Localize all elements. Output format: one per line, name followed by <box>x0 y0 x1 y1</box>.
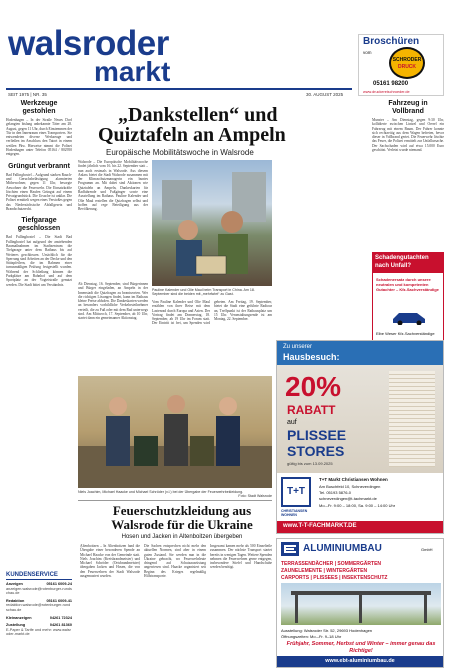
photo-uebergabe <box>78 376 272 488</box>
tt-hours: Mo.–Fr. 9:00 – 18:00, Sa. 9:00 – 14:00 Uhr <box>319 503 396 508</box>
masthead <box>8 4 358 94</box>
bottom-text-1: Altenboitzen – In Altenboitzen fand die Übergabe einer besonderen Spende an Michael Haacke von der Gemeinde statt. Niels Joachim (Kreisbrandmeister) und Michael Schröder (Ortsbrandmeister) übergaben Jacken und Hosen, die von den Feuerwehren der Stadt Walsrode ausgemustert wurden. <box>80 544 140 579</box>
kundenservice-phone: 05161 6009-41 <box>46 598 72 603</box>
alu-line2: ZAUNELEMENTE | WINTERGÄRTEN <box>281 568 368 574</box>
bottom-headline-1: Feuerschutzkleidung aus <box>112 503 252 518</box>
kundenservice-row <box>6 616 72 621</box>
tt-brand2: CHRISTIANSEN WOHNEN <box>281 509 308 517</box>
kundenservice-row <box>6 623 72 637</box>
tt-phone: Tel. 05193 5876-0 <box>319 490 352 495</box>
alu-offer: Frühjahr, Sommer, Herbst und Winter – immer genau das Richtige! <box>286 641 436 654</box>
main-body-1: Walsrode – Die Europäische Mobilitätswoche findet jährlich vom 16. bis 22. September statt – nun auch erstmals in Walsrode. Aus diesem Anlass bietet die Stadt Walsrode zusammen mit der Klimaschutzmanagerin ein buntes Programm an. Mit dabei sind Aktionen wie Quiztafeln an Ampeln, Dankeskarten für Radfahrende und Fußgänger sowie eine Ausstellung im Rathaus. Pauline Kalender und Olie Maul erstellen die Quizfragen selbst und hoffen auf rege Beteiligung aus der Bevölkerung. <box>78 160 148 212</box>
bottom-text-2: Die Sachen entsprechen nicht mehr den aktuellen Normen, sind aber in einem guten Zustand. Sie werden nun in die Ukraine gebracht, wo Feuerwehrleute dringend auf Schutzausrüstung angewiesen sind. Haacke organisiert seit Beginn des Krieges regelmäßig Hilfstransporte. <box>144 544 206 579</box>
ebt-logo-icon <box>281 542 299 556</box>
kundenservice-label: Zustellung <box>6 623 26 628</box>
alu-web[interactable]: www.ebt-aluminiumbau.de <box>325 658 395 664</box>
bottom-text-3: Insgesamt kamen mehr als 500 Einzelteile zusammen. Der nächste Transport startet bereits in wenigen Tagen. Weitere Spenden nehmen die Feuerwehren gerne entgegen, insbesondere Stiefel und Handschuhe werden benötigt. <box>210 544 272 570</box>
photo-lastenrad-caption: Pauline Kalender und Olie Maul beim Transport in China. Am 18. September sind die beiden mit „mehrfahrt“ zu Gast. <box>152 288 255 297</box>
main-headline-2: Quiztafeln an Ampeln <box>98 124 286 146</box>
schadengutachten-text: Schadenersatz durch unsere neutralen und kompetenten Gutachter – Kfz-Sachverständige <box>376 277 439 292</box>
schadengutachten-title: Schadengutachten <box>375 255 429 261</box>
car-icon <box>389 309 429 325</box>
kundenservice-row <box>6 599 72 613</box>
headline-fahrzeug: Fahrzeug in Vollbrand <box>388 100 428 115</box>
kundenservice-label: Redaktion <box>6 598 25 603</box>
alu-line3: CARPORTS | PLISSEES | INSEKTENSCHUTZ <box>281 575 388 581</box>
main-body-2: Ab Dienstag, 16. September, sind Bürgerinnen und Bürger eingeladen, an Ampeln in der Innenstadt die Quizfragen zu beantworten. Wer die richtigen Lösungen findet, kann im Rathaus kleine Preise abholen. Die Dankeskarten werden an besonders vorbildliche Verkehrsteilnehmer verteilt, die zu Fuß oder mit dem Rad unterwegs sind. Am Mittwoch, 17. September, ab 10 Uhr, startet dann ein gemeinsamer Aktionstag. <box>78 282 148 321</box>
schadengutachten-banner <box>373 253 443 273</box>
main-body-3: Vom Pauline Kalender und Olie Maul erzählen von ihrer Reise mit dem Lastenrad durch Europa und Asien. Der Vortrag findet am Donnerstag, 18. September, ab 19 Uhr im Forum statt. Der Eintritt ist frei, um Spenden wird gebeten. Am Freitag, 19. September, bietet die Stadt eine geführte Radtour an, Treffpunkt ist der Rathausplatz um 15 Uhr. Veranstaltungsende ist am Montag, 22. September. <box>152 300 272 326</box>
plissee-window-icon <box>389 371 435 467</box>
right-column-article <box>372 100 444 250</box>
broschueren-web[interactable]: www.druckereischroeder.de <box>363 90 410 94</box>
alu-line1: TERRASSENDÄCHER | SOMMERGÄRTEN <box>281 561 382 567</box>
tt-logo-icon <box>281 477 311 507</box>
masthead-title-top: walsroder <box>8 24 169 63</box>
broschueren-phone: 05161 98200 <box>373 81 409 87</box>
bottom-subhead: Hosen und Jacken in Altenboitzen übergeben <box>121 534 243 540</box>
plissee-note: gültig bis zum 13.09.2025 <box>287 461 333 466</box>
photo-lastenrad-illustration <box>152 160 272 286</box>
plissee-hausmesse: Hausbesuch: <box>283 352 340 362</box>
schadengutachten-company: Elbe Weser Kfz-Sachverständige <box>376 331 435 336</box>
plissee-visual <box>277 365 443 473</box>
kundenservice-row <box>6 582 72 596</box>
tt-company: T+T Markt Christiansen Wohnen <box>319 477 388 482</box>
alu-photo <box>281 583 441 625</box>
article-tiefgarage: Bad Fallingbostel – Die Stadt Bad Fallingbostel hat aufgrund der anstehenden Baumaßnahmen im Stadtzentrum die Tiefgarage unter dem Rathaus bis auf Weiteres geschlossen. Ursächlich für die Sperrung sind Arbeiten an der Decke und den Stützpfeilern, die im Rahmen einer turnusmäßigen Prüfung festgestellt wurden. Während der Schließung können die Parkplätze am Bahnhof und auf dem Sportplatz an der Vogteistraße genutzt werden. Die Stadt bittet um Verständnis. <box>6 235 72 287</box>
alu-hours: Öffnungszeiten: Mo.–Fr. 9–18 Uhr <box>281 634 342 639</box>
photo-lastenrad <box>152 160 272 286</box>
tt-address: Am Buschfeld 10, Schneverdingen <box>319 484 381 489</box>
tt-web-bar[interactable] <box>277 521 443 533</box>
masthead-title-bottom: markt <box>94 56 171 87</box>
article-gruengut: Bad Fallingbostel – Aufgrund starken Rauch- und Geruchsbelästigung alarmierten Mitbewohner, gegen 11 Uhr, besorgte Anwohner die Feuerwehr. Die Einsatzkräfte löschten einen Haufen Grüngut auf einem Privatgrundstück. Die Ursache ist unklar. Die Polizei ermittelt wegen eines Verstoßes gegen das Niedersächsische Abfallgesetz und Brandschutzrecht. <box>6 172 72 212</box>
alu-brand: ALUMINIUMBAU <box>303 543 382 554</box>
photo-uebergabe-illustration <box>78 376 272 488</box>
headline-tiefgarage: Tiefgarage geschlossen <box>17 217 61 233</box>
plissee-auf: auf <box>287 419 297 426</box>
aluminiumbau-ad[interactable] <box>276 538 444 668</box>
photo-uebergabe-caption-text: Niels Joachim, Michael Haacke und Michael Schröder (v.l.) bei der Übergabe der Feuerwehrbekleidung. <box>78 490 244 494</box>
plissee-top-banner <box>277 341 443 365</box>
kundenservice-list <box>6 582 72 637</box>
plissee-percent: 20% <box>285 371 342 402</box>
schroder-logo-icon <box>389 47 425 79</box>
headline-gruengut: Grüngut verbrannt <box>8 162 70 170</box>
kundenservice-mail[interactable]: E-Paper & Tarife und mehr: www.walsroder-markt.de <box>6 627 71 637</box>
kundenservice-mail[interactable]: anzeigen.walsrode@rotenburger-rundschau.de <box>6 586 72 596</box>
plissee-word: PLISSEE <box>287 427 347 443</box>
masthead-issue: SEIT 1975 | NR. 35 <box>8 92 47 97</box>
kundenservice-phone: 04261 81360 <box>49 623 72 628</box>
main-headline-1: „Dankstellen“ und <box>118 104 278 126</box>
plissee-rabatt: RABATT <box>287 403 336 417</box>
plissee-top: Zu unserer <box>283 344 313 350</box>
main-subhead: Europäische Mobilitätswoche in Walsrode <box>106 148 254 157</box>
plissee-stores: STORES <box>287 443 345 459</box>
photo-uebergabe-credit: Foto: Stadt Walsrode <box>238 494 272 499</box>
tt-logo-text: T+T <box>286 486 306 497</box>
masthead-rule <box>6 88 352 90</box>
broschueren-heading: Broschüren <box>363 36 420 47</box>
masthead-date: 30. AUGUST 2025 <box>306 92 344 97</box>
bottom-divider <box>78 500 272 501</box>
tt-mail[interactable]: schneverdingen@t-tachmarkt.de <box>319 496 377 501</box>
kundenservice-label: Kleinanzeigen <box>6 615 32 620</box>
alu-terrace-illustration <box>281 583 441 625</box>
schadengutachten-sub: nach Unfall? <box>375 263 412 269</box>
alu-showroom: Ausstellung: Walsroder Str. 52, 29693 Hodenhagen <box>281 628 373 633</box>
kundenservice <box>6 572 72 668</box>
kundenservice-phone: 04261 72324 <box>49 615 72 620</box>
schroder-logo-text1: SCHRODER <box>392 57 422 63</box>
broschueren-ad[interactable] <box>358 34 444 96</box>
article-werkzeuge: Hodenhagen – In der Straße Neues Dorf gelangten bislang unbekannte Täter am 28. August, gegen 11 Uhr, durch Einstemmen der Tür in den Innenraum eines Transporters. Sie entwendeten diverse Werkzeuge und verließen im Anschluss den Tatort in einem weißen Pkw. Hinweise nimmt die Polizei Hodenhagen unter Telefon 05164 / 802950 entgegen. <box>6 118 72 157</box>
bottom-headline-2: Walsrode für die Ukraine <box>111 517 253 532</box>
tt-web[interactable]: www.T-T-FACHMARKT.DE <box>283 523 357 529</box>
alu-web-bar[interactable] <box>277 656 443 667</box>
schroder-logo-text2: DRUCK <box>397 64 417 70</box>
photo-uebergabe-caption <box>78 490 272 499</box>
headline-werkzeuge: Werkzeuge gestohlen <box>20 100 58 115</box>
kundenservice-heading: KUNDENSERVICE <box>6 572 72 580</box>
kundenservice-phone: 05161 6009-24 <box>46 582 72 586</box>
article-fahrzeug: Munster – Am Dienstag, gegen 9:30 Uhr, kollidierte zwischen Lintzel und Oerrel ein Fahrzeug mit einem Baum. Der Fahrer konnte sich rechtzeitig aus dem Wagen befreien, bevor dieser in Vollbrand geriet. Die Feuerwehr löschte das Feuer, die Polizei ermittelt zur Unfallursache. Der Sachschaden wird auf etwa 15.000 Euro geschätzt. Verletzt wurde niemand. <box>372 118 444 153</box>
left-column <box>6 100 72 570</box>
kundenservice-mail[interactable]: redaktion.walsrode@rotenburger-rundschau.de <box>6 603 71 612</box>
plissee-ad[interactable] <box>276 340 444 534</box>
broschueren-sub: vom <box>363 50 372 55</box>
kundenservice-label: Anzeigen <box>6 582 23 586</box>
alu-tag: GmbH <box>421 547 433 552</box>
